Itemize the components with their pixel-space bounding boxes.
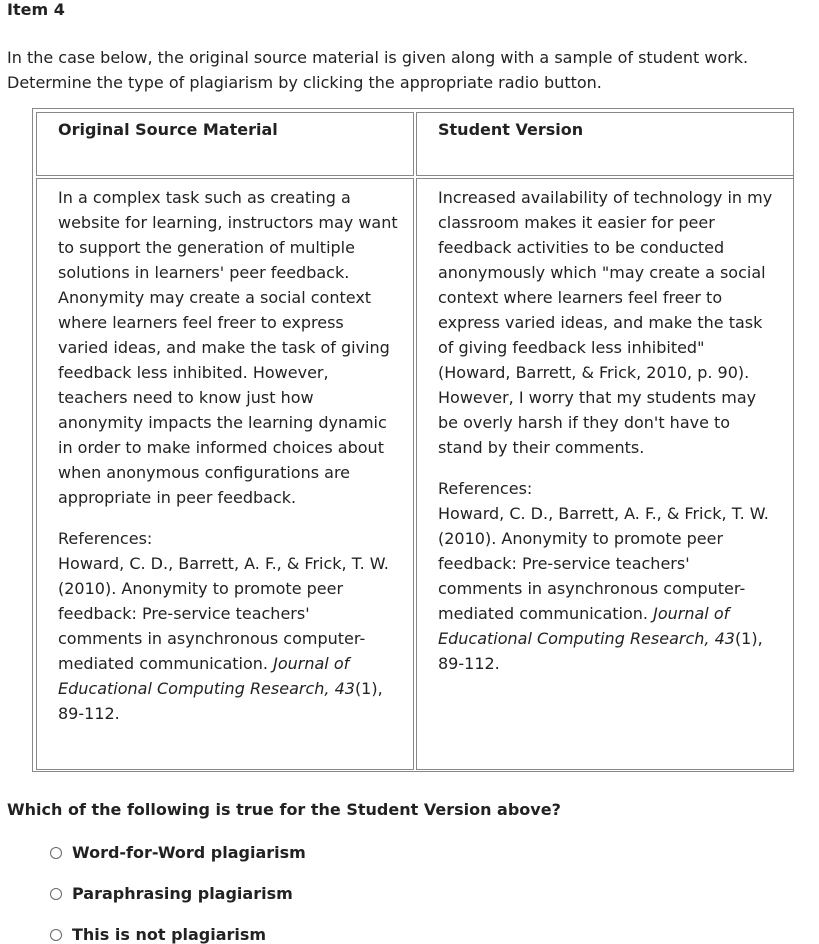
radio-button[interactable] [50,888,62,900]
original-source-content [58,185,398,726]
instructions-line-1: In the case below, the original source material is given along with a sample of student work. [7,48,749,67]
student-citation-text: Howard, C. D., Barrett, A. F., & Frick, T. W. (2010). Anonymity to promote peer feedback: Pre-service teachers' comments in asynchronous computer-mediated communication. [438,504,769,623]
option-word-for-word[interactable] [50,843,306,862]
original-references-label: References: [58,529,153,548]
radio-button[interactable] [50,929,62,941]
student-version-header: Student Version [438,120,584,139]
option-label: Word-for-Word plagiarism [72,843,306,862]
student-references [438,476,778,676]
student-citation-issue: (1), 89-112. [438,629,763,673]
original-source-header: Original Source Material [58,120,278,139]
option-paraphrasing[interactable] [50,884,293,903]
option-label: This is not plagiarism [72,925,267,944]
original-references [58,526,398,726]
student-passage: Increased availability of technology in my classroom makes it easier for peer feedback activities to be conducted anonymously which "may create a social context where learners feel freer to express varied ideas, and make the task of giving feedback less inhibited" (Howard, Barrett, & Frick, 2010, p. 90). However, I worry that my students may be overly harsh if they don't have to stand by their comments. [438,188,773,457]
student-citation-journal: Journal of Educational Computing Research, 43 [438,604,735,648]
instructions-line-2: Determine the type of plagiarism by clicking the appropriate radio button. [7,73,602,92]
radio-button[interactable] [50,847,62,859]
original-citation-issue: (1), 89-112. [58,679,383,723]
original-citation-text: Howard, C. D., Barrett, A. F., & Frick, T. W. (2010). Anonymity to promote peer feedback: Pre-service teachers' comments in asynchronous computer-mediated communication. [58,554,389,673]
option-not-plagiarism[interactable] [50,925,266,944]
question-text: Which of the following is true for the Student Version above? [7,800,561,819]
instructions [7,45,807,95]
item-title: Item 4 [7,0,65,19]
student-references-label: References: [438,479,533,498]
student-version-content [438,185,778,676]
original-citation-journal: Journal of Educational Computing Research, 43 [58,654,355,698]
option-label: Paraphrasing plagiarism [72,884,293,903]
original-passage: In a complex task such as creating a website for learning, instructors may want to support the generation of multiple solutions in learners' peer feedback. Anonymity may create a social context where learners feel freer to express varied ideas, and make the task of giving feedback less inhibited. However, teachers need to know just how anonymity impacts the learning dynamic in order to make informed choices about when anonymous configurations are appropriate in peer feedback. [58,188,398,507]
